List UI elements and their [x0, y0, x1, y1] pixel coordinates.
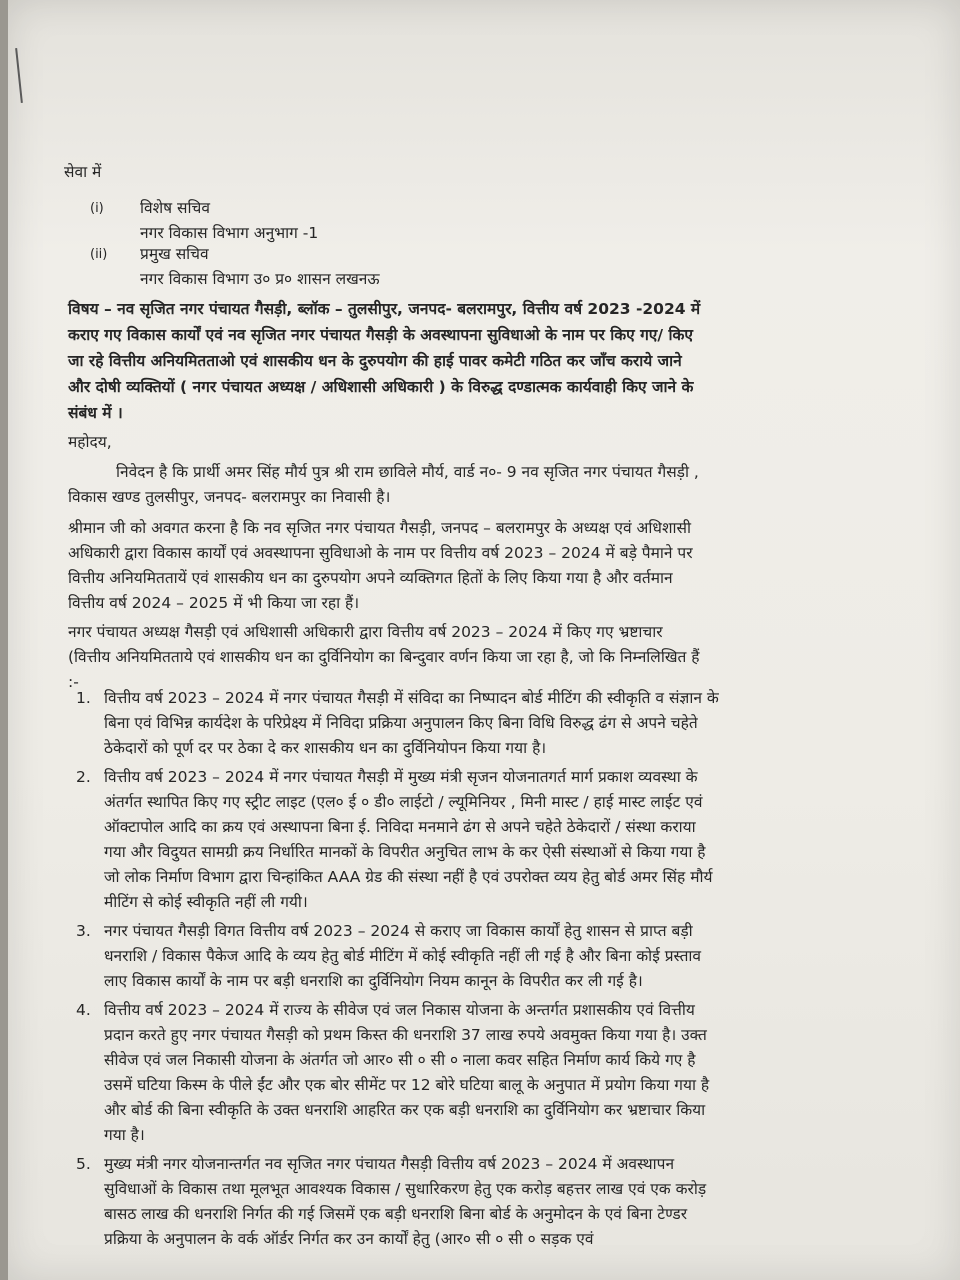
- addressee-number: (i): [90, 201, 104, 216]
- paragraph-intro-list: [68, 620, 708, 695]
- paragraph-text: नगर पंचायत अध्यक्ष गैसड़ी एवं अधिशासी अधिकारी द्वारा वित्तीय वर्ष 2023 – 2024 में किए गए भ्रष्टाचार (वित्तीय अनियमितताये एवं शासकीय धन का दुर्विनियोग का बिन्दुवार वर्णन किया जा रहा है, जो कि निम्नलिखित हैं :-: [68, 623, 700, 691]
- addressee-department: नगर विकास विभाग अनुभाग -1: [140, 224, 319, 242]
- list-item-number: 5.: [76, 1155, 91, 1173]
- subject-line: विषय – नव सृजित नगर पंचायत गैसड़ी, ब्लॉक – तुलसीपुर, जनपद- बलरामपुर, वित्तीय वर्ष 2023 -2024 में कराए गए विकास कार्यों एवं नव सृजित नगर पंचायत गैसड़ी के अवस्थापना सुविधाओ के नाम पर किए गए/ किए जा रहे वित्तीय अनियमितताओ एवं शासकीय धन के दुरुपयोग की हाई पावर कमेटी गठित कर जाँच कराये जाने और दोषी व्यक्तियों ( नगर पंचायत अध्यक्ष / अधिशासी अधिकारी ) के विरुद्ध दण्डात्मक कार्यवाही किए जाने के संबंध में ।: [68, 300, 701, 422]
- list-item-text: वित्तीय वर्ष 2023 – 2024 में नगर पंचायत गैसड़ी में संविदा का निष्पादन बोर्ड मीटिंग की स्वीकृति व संज्ञान के बिना एवं विभिन्न कार्यदेश के परिप्रेक्ष्य में निविदा प्रक्रिया अनुपालन किए बिना विधि विरुद्ध ढंग से अपने चहेते ठेकेदारों को पूर्ण दर पर ठेका दे कर शासकीय धन का दुर्विनियोपन किया गया है।: [104, 689, 719, 757]
- paragraph-complaint: [68, 516, 708, 616]
- allegation-list: [76, 686, 722, 1256]
- list-item: [76, 919, 722, 994]
- list-item-number: 4.: [76, 1001, 91, 1019]
- list-item-number: 2.: [76, 768, 91, 786]
- addressee-number: (ii): [90, 247, 108, 262]
- paragraph-text: श्रीमान जी को अवगत करना है कि नव सृजित नगर पंचायत गैसड़ी, जनपद – बलरामपुर के अध्यक्ष एवं अधिशासी अधिकारी द्वारा विकास कार्यों एवं अवस्थापना सुविधाओ के नाम पर वित्तीय वर्ष 2023 – 2024 में बड़े पैमाने पर वित्तीय अनियमिततायें एवं शासकीय धन का दुरुपयोग अपने व्यक्तिगत हितों के लिए किया गया है और वर्तमान वित्तीय वर्ष 2024 – 2025 में भी किया जा रहा हैं।: [68, 519, 693, 612]
- greeting: महोदय,: [68, 433, 112, 451]
- list-item: [76, 998, 722, 1148]
- list-item: [76, 686, 722, 761]
- addressee-title: प्रमुख सचिव: [140, 245, 209, 263]
- paper-crease: [15, 48, 23, 103]
- list-item: [76, 765, 722, 915]
- list-item-text: वित्तीय वर्ष 2023 – 2024 में नगर पंचायत गैसड़ी में मुख्य मंत्री सृजन योजनातगर्त मार्ग प्रकाश व्यवस्था के अंतर्गत स्थापित किए गए स्ट्रीट लाइट (एल० ई ० डी० लाईटो / ल्यूमिनियर , मिनी मास्ट / हाई मास्ट लाईट एवं ऑक्टापोल आदि का क्रय एवं अस्थापना बिना ई. निविदा मनमाने ढंग से अपने चहेते ठेकेदारों / संस्था कराया गया और विदुयत सामग्री क्रय निर्धारित मानकों के विपरीत अनुचित लाभ के कर ऐसी संस्थाओं से किया गया है जो लोक निर्माण विभाग द्वारा चिन्हांकित AAA ग्रेड की संस्था नहीं है एवं उपरोक्त व्यय हेतु बोर्ड अमर सिंह मौर्य मीटिंग से कोई स्वीकृति नहीं ली गयी।: [104, 768, 713, 911]
- letter-page: [8, 0, 960, 1280]
- paragraph-text: निवेदन है कि प्रार्थी अमर सिंह मौर्य पुत्र श्री राम छाविले मौर्य, वार्ड न०- 9 नव सृजित नगर पंचायत गैसड़ी , विकास खण्ड तुलसीपुर, जनपद- बलरामपुर का निवासी है।: [68, 463, 699, 506]
- list-item: [76, 1152, 722, 1252]
- addressee-2: [90, 242, 380, 292]
- list-item-text: वित्तीय वर्ष 2023 – 2024 में राज्य के सीवेज एवं जल निकास योजना के अन्तर्गत प्रशासकीय एवं वित्तीय प्रदान करते हुए नगर पंचायत गैसड़ी को प्रथम किस्त की धनराशि 37 लाख रुपये अवमुक्त किया गया है। उक्त सीवेज एवं जल निकासी योजना के अंतर्गत जो आर० सी ० सी ० नाला कवर सहित निर्माण कार्य किये गए है उसमें घटिया किस्म के पीले ईंट और एक बोर सीमेंट पर 12 बोरे घटिया बालू के अनुपात में प्रयोग किया गया है और बोर्ड की बिना स्वीकृति के उक्त धनराशि आहरित कर एक बड़ी धनराशि का दुर्विनियोग कर भ्रष्टाचार किया गया है।: [104, 1001, 710, 1144]
- list-item-text: मुख्य मंत्री नगर योजनान्तर्गत नव सृजित नगर पंचायत गैसड़ी वित्तीय वर्ष 2023 – 2024 में अवस्थापन सुविधाओं के विकास तथा मूलभूत आवश्यक विकास / सुधारिकरण हेतु एक करोड़ बहत्तर लाख एवं एक करोड़ बासठ लाख की धनराशि निर्गत की गई जिसमें एक बड़ी धनराशि बिना बोर्ड के अनुमोदन के एवं बिना टेण्डर प्रक्रिया के अनुपालन के वर्क ऑर्डर निर्गत कर उन कार्यों हेतु (आर० सी ० सी ० सड़क एवं: [104, 1155, 707, 1248]
- paragraph-applicant: [68, 460, 708, 510]
- list-item-text: नगर पंचायत गैसड़ी विगत वित्तीय वर्ष 2023 – 2024 से कराए जा विकास कार्यों हेतु शासन से प्राप्त बड़ी धनराशि / विकास पैकेज आदि के व्यय हेतु बोर्ड मीटिंग में कोई स्वीकृति नहीं ली गई है और बिना कोई प्रस्ताव लाए विकास कार्यों के नाम पर बड़ी धनराशि का दुर्विनियोग नियम कानून के विपरीत कर ली गई है।: [104, 922, 702, 990]
- addressee-title: विशेष सचिव: [140, 199, 211, 217]
- addressee-department: नगर विकास विभाग उ० प्र० शासन लखनऊ: [140, 270, 380, 288]
- salutation: सेवा में: [64, 163, 102, 181]
- addressee-1: [90, 196, 318, 246]
- list-item-number: 3.: [76, 922, 91, 940]
- list-item-number: 1.: [76, 689, 91, 707]
